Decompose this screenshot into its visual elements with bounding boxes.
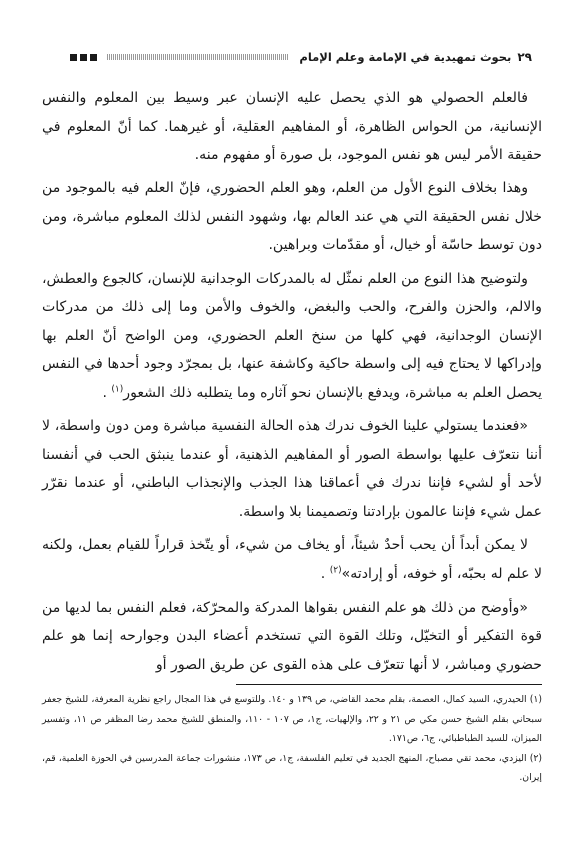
footnote-separator <box>236 684 542 685</box>
header-rule <box>107 54 289 60</box>
page-number: ٢٩ <box>517 50 532 64</box>
running-title: بحوث تمهيدية في الإمامة وعلم الإمام <box>299 50 512 64</box>
quote-paragraph-1: «فعندما يستولي علينا الخوف ندرك هذه الحالة النفسية مباشرة ومن دون واسطة، لا أننا نتعرّف عليها بواسطة الصور أو المفاهيم الذهنية، أو عندما ينبثق الحب في أنفسنا لأحد أو لشيء فإننا ندرك في أعماقنا هذا الجذب والإنجذاب الباطني، أو عندما نقرّر عمل شيء فإننا عالمون بإرادتنا وتصميمنا بلا واسطة. <box>42 418 542 520</box>
footnote-mark-1: (١) <box>111 384 124 395</box>
main-text <box>42 84 542 684</box>
quote-paragraph-2 <box>42 531 542 588</box>
quote-paragraph-2-text: لا يمكن أبداً أن يحب أحدٌ شيئاً، أو يخاف من شيء، أو يتّخذ قراراً للقيام بعمل، ولكنه لا علم له بحبّه، أو خوفه، أو إرادته» <box>42 537 542 582</box>
footnote-mark-2: (٢) <box>329 565 342 576</box>
footnotes <box>42 690 542 788</box>
paragraph-1: فالعلم الحصولي هو الذي يحصل عليه الإنسان عبر وسيط بين المعلوم والنفس الإنسانية، من الحواس الظاهرة، أو المفاهيم العقلية، أو غيرهما. كما أنّ المعلوم في حقيقة الأمر ليس هو نفس الموجود، بل صورة أو مفهوم منه. <box>42 90 542 164</box>
paragraph-3 <box>42 265 542 408</box>
page-header <box>70 48 542 66</box>
header-squares <box>70 54 97 61</box>
footnote-1: (١) الحيدري، السيد كمال، العصمة، بقلم محمد القاضي، ص ١٣٩ و ١٤٠. وللتوسع في هذا المجال راجع نظرية المعرفة، للشيخ جعفر سبحاني بقلم الشيخ حسن مكي ص ٢١ و ٢٢، والإلهيات، ج١، ص ١٠٧ - ١١٠، والمنطق للشيخ محمد رضا المظفر ص ١١، وتفسير الميزان، للسيد الطباطبائي، ج٦، ص١٧١. <box>42 694 543 744</box>
paragraph-3-end: . <box>102 384 112 401</box>
quote-paragraph-3: «وأوضح من ذلك هو علم النفس بقواها المدركة والمحرّكة، فعلم النفس بما لديها من قوة التفكير أو التخيّل، وتلك القوة التي تستخدم أعضاء البدن وجوارحه إنما هو علم حضوري ومباشر، لا أنها تتعرّف على هذه القوى عن طريق الصور أو <box>42 599 542 673</box>
paragraph-3-text: ولتوضيح هذا النوع من العلم نمثّل له بالمدركات الوجدانية للإنسان، كالجوع والعطش، والالم، والحزن والفرح، والحب والبغض، والخوف والأمن وما إلى ذلك من مدركات الإنسان الوجدانية، فهي كلها من سنخ العلم الحضوري، ومن الواضح أنّ العلم بها وإدراكها لا يحتاج فيه إلى واسطة حاكية وكاشفة عنها، بل بمجرّد وجود أحدها في النفس يحصل العلم به مباشرة، ويدفع بالإنسان نحو آثاره وما يتطلبه ذلك الشعور <box>42 270 542 401</box>
quote-paragraph-2-end: . <box>320 566 330 582</box>
footnote-2: (٢) اليزدي، محمد تقي مصباح، المنهج الجديد في تعليم الفلسفة، ج١، ص ١٧٣، منشورات جماعة المدرسين في الحوزة العلمية، قم، إيران. <box>42 752 542 783</box>
paragraph-2: وهذا بخلاف النوع الأول من العلم، وهو العلم الحضوري، فإنّ العلم فيه بالموجود من خلال نفس الحقيقة التي هي عند العالم بها، وشهود النفس لذلك المعلوم مباشرة، ومن دون توسط حاسّة أو خيال، أو مقدّمات وبراهين. <box>42 180 542 254</box>
